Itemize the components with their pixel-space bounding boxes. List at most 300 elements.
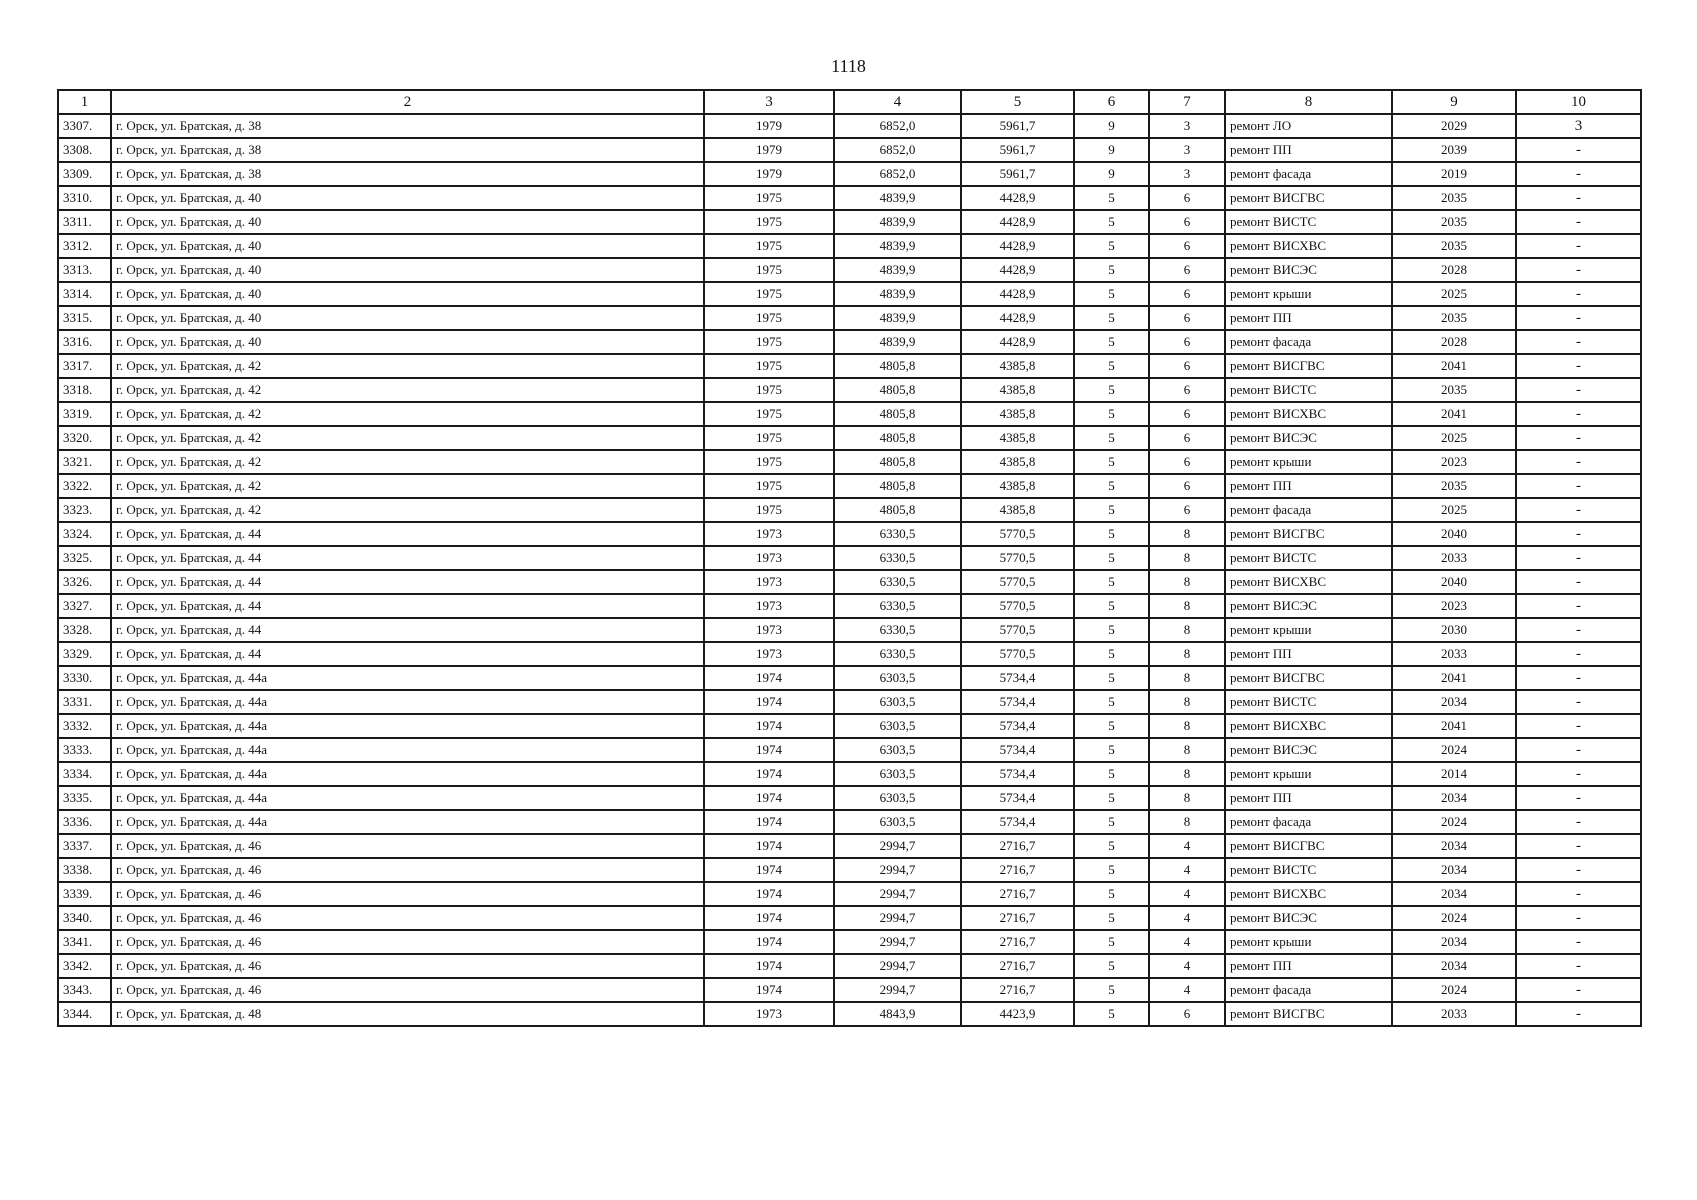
floors-cell: 5 [1074, 450, 1149, 474]
column-10-cell: - [1516, 306, 1641, 330]
address-cell: г. Орск, ул. Братская, д. 40 [111, 330, 704, 354]
year-cell: 1975 [704, 498, 834, 522]
living-area-cell: 5961,7 [961, 162, 1074, 186]
planned-year-cell: 2034 [1392, 690, 1516, 714]
floors-cell: 5 [1074, 282, 1149, 306]
floors-cell: 5 [1074, 666, 1149, 690]
entrances-cell: 6 [1149, 402, 1225, 426]
total-area-cell: 2994,7 [834, 930, 961, 954]
year-cell: 1974 [704, 978, 834, 1002]
column-10-cell: - [1516, 666, 1641, 690]
work-type-cell: ремонт ВИСЭС [1225, 594, 1392, 618]
table-row [58, 930, 1641, 954]
address-cell: г. Орск, ул. Братская, д. 44 [111, 618, 704, 642]
living-area-cell: 4385,8 [961, 402, 1074, 426]
floors-cell: 9 [1074, 114, 1149, 138]
row-number: 3330. [58, 666, 111, 690]
work-type-cell: ремонт ВИСТС [1225, 210, 1392, 234]
row-number: 3311. [58, 210, 111, 234]
year-cell: 1973 [704, 570, 834, 594]
row-number: 3343. [58, 978, 111, 1002]
total-area-cell: 6852,0 [834, 114, 961, 138]
work-type-cell: ремонт ВИСХВС [1225, 234, 1392, 258]
column-10-cell: - [1516, 402, 1641, 426]
year-cell: 1973 [704, 642, 834, 666]
column-10-cell: 3 [1516, 114, 1641, 138]
row-number: 3325. [58, 546, 111, 570]
living-area-cell: 4428,9 [961, 306, 1074, 330]
table-row [58, 138, 1641, 162]
entrances-cell: 6 [1149, 186, 1225, 210]
planned-year-cell: 2035 [1392, 378, 1516, 402]
floors-cell: 5 [1074, 234, 1149, 258]
work-type-cell: ремонт ПП [1225, 642, 1392, 666]
row-number: 3340. [58, 906, 111, 930]
address-cell: г. Орск, ул. Братская, д. 44а [111, 690, 704, 714]
table-row [58, 114, 1641, 138]
living-area-cell: 4385,8 [961, 474, 1074, 498]
floors-cell: 5 [1074, 642, 1149, 666]
table-row [58, 450, 1641, 474]
year-cell: 1974 [704, 834, 834, 858]
address-cell: г. Орск, ул. Братская, д. 38 [111, 162, 704, 186]
entrances-cell: 8 [1149, 666, 1225, 690]
row-number: 3318. [58, 378, 111, 402]
work-type-cell: ремонт крыши [1225, 282, 1392, 306]
row-number: 3322. [58, 474, 111, 498]
table-row [58, 618, 1641, 642]
planned-year-cell: 2034 [1392, 858, 1516, 882]
year-cell: 1974 [704, 858, 834, 882]
year-cell: 1974 [704, 930, 834, 954]
table-body [58, 114, 1641, 1026]
year-cell: 1974 [704, 882, 834, 906]
total-area-cell: 6330,5 [834, 618, 961, 642]
living-area-cell: 5734,4 [961, 738, 1074, 762]
table-row [58, 978, 1641, 1002]
floors-cell: 5 [1074, 186, 1149, 210]
planned-year-cell: 2024 [1392, 978, 1516, 1002]
table-row [58, 666, 1641, 690]
living-area-cell: 2716,7 [961, 954, 1074, 978]
column-10-cell: - [1516, 594, 1641, 618]
work-type-cell: ремонт ЛО [1225, 114, 1392, 138]
living-area-cell: 5770,5 [961, 618, 1074, 642]
planned-year-cell: 2014 [1392, 762, 1516, 786]
floors-cell: 5 [1074, 546, 1149, 570]
row-number: 3339. [58, 882, 111, 906]
total-area-cell: 6303,5 [834, 786, 961, 810]
living-area-cell: 5770,5 [961, 522, 1074, 546]
floors-cell: 5 [1074, 618, 1149, 642]
address-cell: г. Орск, ул. Братская, д. 46 [111, 930, 704, 954]
table-row [58, 186, 1641, 210]
year-cell: 1974 [704, 762, 834, 786]
total-area-cell: 6303,5 [834, 738, 961, 762]
total-area-cell: 4805,8 [834, 426, 961, 450]
column-10-cell: - [1516, 930, 1641, 954]
table-row [58, 402, 1641, 426]
address-cell: г. Орск, ул. Братская, д. 46 [111, 882, 704, 906]
floors-cell: 5 [1074, 474, 1149, 498]
entrances-cell: 4 [1149, 954, 1225, 978]
address-cell: г. Орск, ул. Братская, д. 42 [111, 450, 704, 474]
entrances-cell: 6 [1149, 378, 1225, 402]
entrances-cell: 8 [1149, 522, 1225, 546]
address-cell: г. Орск, ул. Братская, д. 46 [111, 834, 704, 858]
address-cell: г. Орск, ул. Братская, д. 40 [111, 210, 704, 234]
living-area-cell: 4385,8 [961, 450, 1074, 474]
column-10-cell: - [1516, 954, 1641, 978]
work-type-cell: ремонт ВИСГВС [1225, 1002, 1392, 1026]
column-10-cell: - [1516, 810, 1641, 834]
entrances-cell: 8 [1149, 690, 1225, 714]
row-number: 3333. [58, 738, 111, 762]
total-area-cell: 6303,5 [834, 762, 961, 786]
column-header: 6 [1074, 90, 1149, 114]
planned-year-cell: 2029 [1392, 114, 1516, 138]
total-area-cell: 2994,7 [834, 858, 961, 882]
column-10-cell: - [1516, 762, 1641, 786]
planned-year-cell: 2034 [1392, 930, 1516, 954]
column-header: 7 [1149, 90, 1225, 114]
table-row [58, 906, 1641, 930]
living-area-cell: 2716,7 [961, 930, 1074, 954]
floors-cell: 5 [1074, 210, 1149, 234]
row-number: 3341. [58, 930, 111, 954]
work-type-cell: ремонт ВИСХВС [1225, 402, 1392, 426]
column-10-cell: - [1516, 138, 1641, 162]
column-10-cell: - [1516, 570, 1641, 594]
living-area-cell: 4385,8 [961, 354, 1074, 378]
total-area-cell: 6852,0 [834, 162, 961, 186]
work-type-cell: ремонт ВИСГВС [1225, 522, 1392, 546]
floors-cell: 5 [1074, 738, 1149, 762]
planned-year-cell: 2041 [1392, 666, 1516, 690]
planned-year-cell: 2035 [1392, 186, 1516, 210]
table-header-row [58, 90, 1641, 114]
row-number: 3317. [58, 354, 111, 378]
row-number: 3326. [58, 570, 111, 594]
column-10-cell: - [1516, 906, 1641, 930]
total-area-cell: 4843,9 [834, 1002, 961, 1026]
floors-cell: 5 [1074, 522, 1149, 546]
address-cell: г. Орск, ул. Братская, д. 46 [111, 858, 704, 882]
year-cell: 1974 [704, 906, 834, 930]
living-area-cell: 5961,7 [961, 114, 1074, 138]
living-area-cell: 5770,5 [961, 594, 1074, 618]
living-area-cell: 5770,5 [961, 546, 1074, 570]
column-10-cell: - [1516, 210, 1641, 234]
planned-year-cell: 2025 [1392, 498, 1516, 522]
row-number: 3331. [58, 690, 111, 714]
living-area-cell: 5734,4 [961, 786, 1074, 810]
column-header: 4 [834, 90, 961, 114]
total-area-cell: 2994,7 [834, 954, 961, 978]
entrances-cell: 8 [1149, 570, 1225, 594]
year-cell: 1973 [704, 618, 834, 642]
row-number: 3334. [58, 762, 111, 786]
living-area-cell: 5734,4 [961, 666, 1074, 690]
total-area-cell: 4839,9 [834, 330, 961, 354]
living-area-cell: 5734,4 [961, 714, 1074, 738]
entrances-cell: 6 [1149, 450, 1225, 474]
entrances-cell: 8 [1149, 594, 1225, 618]
total-area-cell: 4805,8 [834, 498, 961, 522]
table-row [58, 570, 1641, 594]
total-area-cell: 4805,8 [834, 402, 961, 426]
year-cell: 1974 [704, 690, 834, 714]
column-10-cell: - [1516, 522, 1641, 546]
address-cell: г. Орск, ул. Братская, д. 44 [111, 594, 704, 618]
table-row [58, 738, 1641, 762]
work-type-cell: ремонт ВИСЭС [1225, 738, 1392, 762]
planned-year-cell: 2041 [1392, 402, 1516, 426]
address-cell: г. Орск, ул. Братская, д. 44а [111, 762, 704, 786]
entrances-cell: 8 [1149, 762, 1225, 786]
work-type-cell: ремонт крыши [1225, 618, 1392, 642]
address-cell: г. Орск, ул. Братская, д. 46 [111, 954, 704, 978]
entrances-cell: 8 [1149, 738, 1225, 762]
planned-year-cell: 2025 [1392, 282, 1516, 306]
row-number: 3314. [58, 282, 111, 306]
year-cell: 1973 [704, 594, 834, 618]
year-cell: 1975 [704, 354, 834, 378]
address-cell: г. Орск, ул. Братская, д. 42 [111, 378, 704, 402]
floors-cell: 5 [1074, 834, 1149, 858]
row-number: 3315. [58, 306, 111, 330]
column-header: 5 [961, 90, 1074, 114]
entrances-cell: 6 [1149, 258, 1225, 282]
row-number: 3309. [58, 162, 111, 186]
year-cell: 1974 [704, 738, 834, 762]
column-10-cell: - [1516, 714, 1641, 738]
total-area-cell: 6330,5 [834, 522, 961, 546]
column-10-cell: - [1516, 162, 1641, 186]
planned-year-cell: 2034 [1392, 834, 1516, 858]
work-type-cell: ремонт крыши [1225, 450, 1392, 474]
year-cell: 1975 [704, 378, 834, 402]
planned-year-cell: 2028 [1392, 330, 1516, 354]
address-cell: г. Орск, ул. Братская, д. 42 [111, 402, 704, 426]
living-area-cell: 2716,7 [961, 978, 1074, 1002]
row-number: 3337. [58, 834, 111, 858]
work-type-cell: ремонт ВИСГВС [1225, 834, 1392, 858]
work-type-cell: ремонт ВИСГВС [1225, 354, 1392, 378]
table-row [58, 762, 1641, 786]
living-area-cell: 2716,7 [961, 834, 1074, 858]
entrances-cell: 6 [1149, 1002, 1225, 1026]
work-type-cell: ремонт ВИСХВС [1225, 882, 1392, 906]
total-area-cell: 4839,9 [834, 186, 961, 210]
row-number: 3307. [58, 114, 111, 138]
work-type-cell: ремонт ВИСЭС [1225, 906, 1392, 930]
year-cell: 1974 [704, 810, 834, 834]
column-header: 3 [704, 90, 834, 114]
year-cell: 1975 [704, 402, 834, 426]
table-row [58, 858, 1641, 882]
work-type-cell: ремонт фасада [1225, 810, 1392, 834]
row-number: 3320. [58, 426, 111, 450]
entrances-cell: 8 [1149, 618, 1225, 642]
address-cell: г. Орск, ул. Братская, д. 42 [111, 498, 704, 522]
table-row [58, 810, 1641, 834]
row-number: 3344. [58, 1002, 111, 1026]
floors-cell: 5 [1074, 906, 1149, 930]
entrances-cell: 3 [1149, 114, 1225, 138]
year-cell: 1975 [704, 330, 834, 354]
planned-year-cell: 2034 [1392, 882, 1516, 906]
entrances-cell: 4 [1149, 882, 1225, 906]
total-area-cell: 6330,5 [834, 594, 961, 618]
total-area-cell: 6852,0 [834, 138, 961, 162]
planned-year-cell: 2025 [1392, 426, 1516, 450]
entrances-cell: 6 [1149, 282, 1225, 306]
floors-cell: 5 [1074, 786, 1149, 810]
address-cell: г. Орск, ул. Братская, д. 46 [111, 978, 704, 1002]
year-cell: 1975 [704, 282, 834, 306]
total-area-cell: 6330,5 [834, 546, 961, 570]
planned-year-cell: 2034 [1392, 954, 1516, 978]
planned-year-cell: 2023 [1392, 594, 1516, 618]
living-area-cell: 4428,9 [961, 210, 1074, 234]
table-row [58, 426, 1641, 450]
row-number: 3323. [58, 498, 111, 522]
entrances-cell: 8 [1149, 714, 1225, 738]
row-number: 3312. [58, 234, 111, 258]
total-area-cell: 2994,7 [834, 834, 961, 858]
column-10-cell: - [1516, 258, 1641, 282]
floors-cell: 5 [1074, 594, 1149, 618]
column-10-cell: - [1516, 474, 1641, 498]
living-area-cell: 4385,8 [961, 426, 1074, 450]
living-area-cell: 2716,7 [961, 858, 1074, 882]
address-cell: г. Орск, ул. Братская, д. 40 [111, 186, 704, 210]
year-cell: 1979 [704, 114, 834, 138]
entrances-cell: 8 [1149, 642, 1225, 666]
planned-year-cell: 2024 [1392, 810, 1516, 834]
living-area-cell: 4428,9 [961, 234, 1074, 258]
entrances-cell: 4 [1149, 930, 1225, 954]
work-type-cell: ремонт ВИСЭС [1225, 426, 1392, 450]
total-area-cell: 4805,8 [834, 450, 961, 474]
entrances-cell: 6 [1149, 234, 1225, 258]
address-cell: г. Орск, ул. Братская, д. 38 [111, 114, 704, 138]
column-10-cell: - [1516, 282, 1641, 306]
floors-cell: 5 [1074, 1002, 1149, 1026]
table-row [58, 258, 1641, 282]
table-row [58, 330, 1641, 354]
entrances-cell: 6 [1149, 354, 1225, 378]
living-area-cell: 4423,9 [961, 1002, 1074, 1026]
work-type-cell: ремонт ВИСГВС [1225, 666, 1392, 690]
table-row [58, 282, 1641, 306]
floors-cell: 5 [1074, 690, 1149, 714]
total-area-cell: 2994,7 [834, 978, 961, 1002]
column-10-cell: - [1516, 642, 1641, 666]
column-10-cell: - [1516, 546, 1641, 570]
address-cell: г. Орск, ул. Братская, д. 46 [111, 906, 704, 930]
table-row [58, 954, 1641, 978]
address-cell: г. Орск, ул. Братская, д. 44 [111, 546, 704, 570]
living-area-cell: 4385,8 [961, 498, 1074, 522]
floors-cell: 5 [1074, 714, 1149, 738]
column-10-cell: - [1516, 234, 1641, 258]
planned-year-cell: 2040 [1392, 570, 1516, 594]
year-cell: 1975 [704, 258, 834, 282]
living-area-cell: 4428,9 [961, 282, 1074, 306]
living-area-cell: 5770,5 [961, 642, 1074, 666]
column-10-cell: - [1516, 618, 1641, 642]
entrances-cell: 4 [1149, 834, 1225, 858]
table-row [58, 162, 1641, 186]
address-cell: г. Орск, ул. Братская, д. 40 [111, 258, 704, 282]
address-cell: г. Орск, ул. Братская, д. 44а [111, 738, 704, 762]
year-cell: 1973 [704, 546, 834, 570]
work-type-cell: ремонт фасада [1225, 498, 1392, 522]
address-cell: г. Орск, ул. Братская, д. 42 [111, 426, 704, 450]
entrances-cell: 6 [1149, 306, 1225, 330]
column-10-cell: - [1516, 330, 1641, 354]
year-cell: 1975 [704, 426, 834, 450]
entrances-cell: 4 [1149, 906, 1225, 930]
address-cell: г. Орск, ул. Братская, д. 42 [111, 354, 704, 378]
year-cell: 1975 [704, 474, 834, 498]
entrances-cell: 6 [1149, 210, 1225, 234]
total-area-cell: 4839,9 [834, 306, 961, 330]
floors-cell: 9 [1074, 138, 1149, 162]
year-cell: 1973 [704, 1002, 834, 1026]
planned-year-cell: 2035 [1392, 234, 1516, 258]
row-number: 3328. [58, 618, 111, 642]
living-area-cell: 5961,7 [961, 138, 1074, 162]
total-area-cell: 2994,7 [834, 882, 961, 906]
row-number: 3321. [58, 450, 111, 474]
work-type-cell: ремонт ВИСТС [1225, 378, 1392, 402]
work-type-cell: ремонт крыши [1225, 762, 1392, 786]
planned-year-cell: 2030 [1392, 618, 1516, 642]
total-area-cell: 4839,9 [834, 210, 961, 234]
total-area-cell: 4805,8 [834, 354, 961, 378]
floors-cell: 5 [1074, 858, 1149, 882]
table-row [58, 354, 1641, 378]
entrances-cell: 6 [1149, 498, 1225, 522]
total-area-cell: 4839,9 [834, 258, 961, 282]
address-cell: г. Орск, ул. Братская, д. 44 [111, 522, 704, 546]
total-area-cell: 6330,5 [834, 642, 961, 666]
column-10-cell: - [1516, 786, 1641, 810]
column-10-cell: - [1516, 690, 1641, 714]
floors-cell: 5 [1074, 426, 1149, 450]
table-row [58, 378, 1641, 402]
address-cell: г. Орск, ул. Братская, д. 44а [111, 666, 704, 690]
table-row [58, 522, 1641, 546]
living-area-cell: 2716,7 [961, 882, 1074, 906]
planned-year-cell: 2033 [1392, 1002, 1516, 1026]
address-cell: г. Орск, ул. Братская, д. 48 [111, 1002, 704, 1026]
address-cell: г. Орск, ул. Братская, д. 44а [111, 714, 704, 738]
row-number: 3308. [58, 138, 111, 162]
entrances-cell: 4 [1149, 978, 1225, 1002]
column-10-cell: - [1516, 978, 1641, 1002]
table-row [58, 714, 1641, 738]
repair-schedule-table [57, 89, 1642, 1027]
work-type-cell: ремонт ВИСЭС [1225, 258, 1392, 282]
year-cell: 1974 [704, 714, 834, 738]
column-header: 1 [58, 90, 111, 114]
floors-cell: 5 [1074, 978, 1149, 1002]
table-row [58, 786, 1641, 810]
